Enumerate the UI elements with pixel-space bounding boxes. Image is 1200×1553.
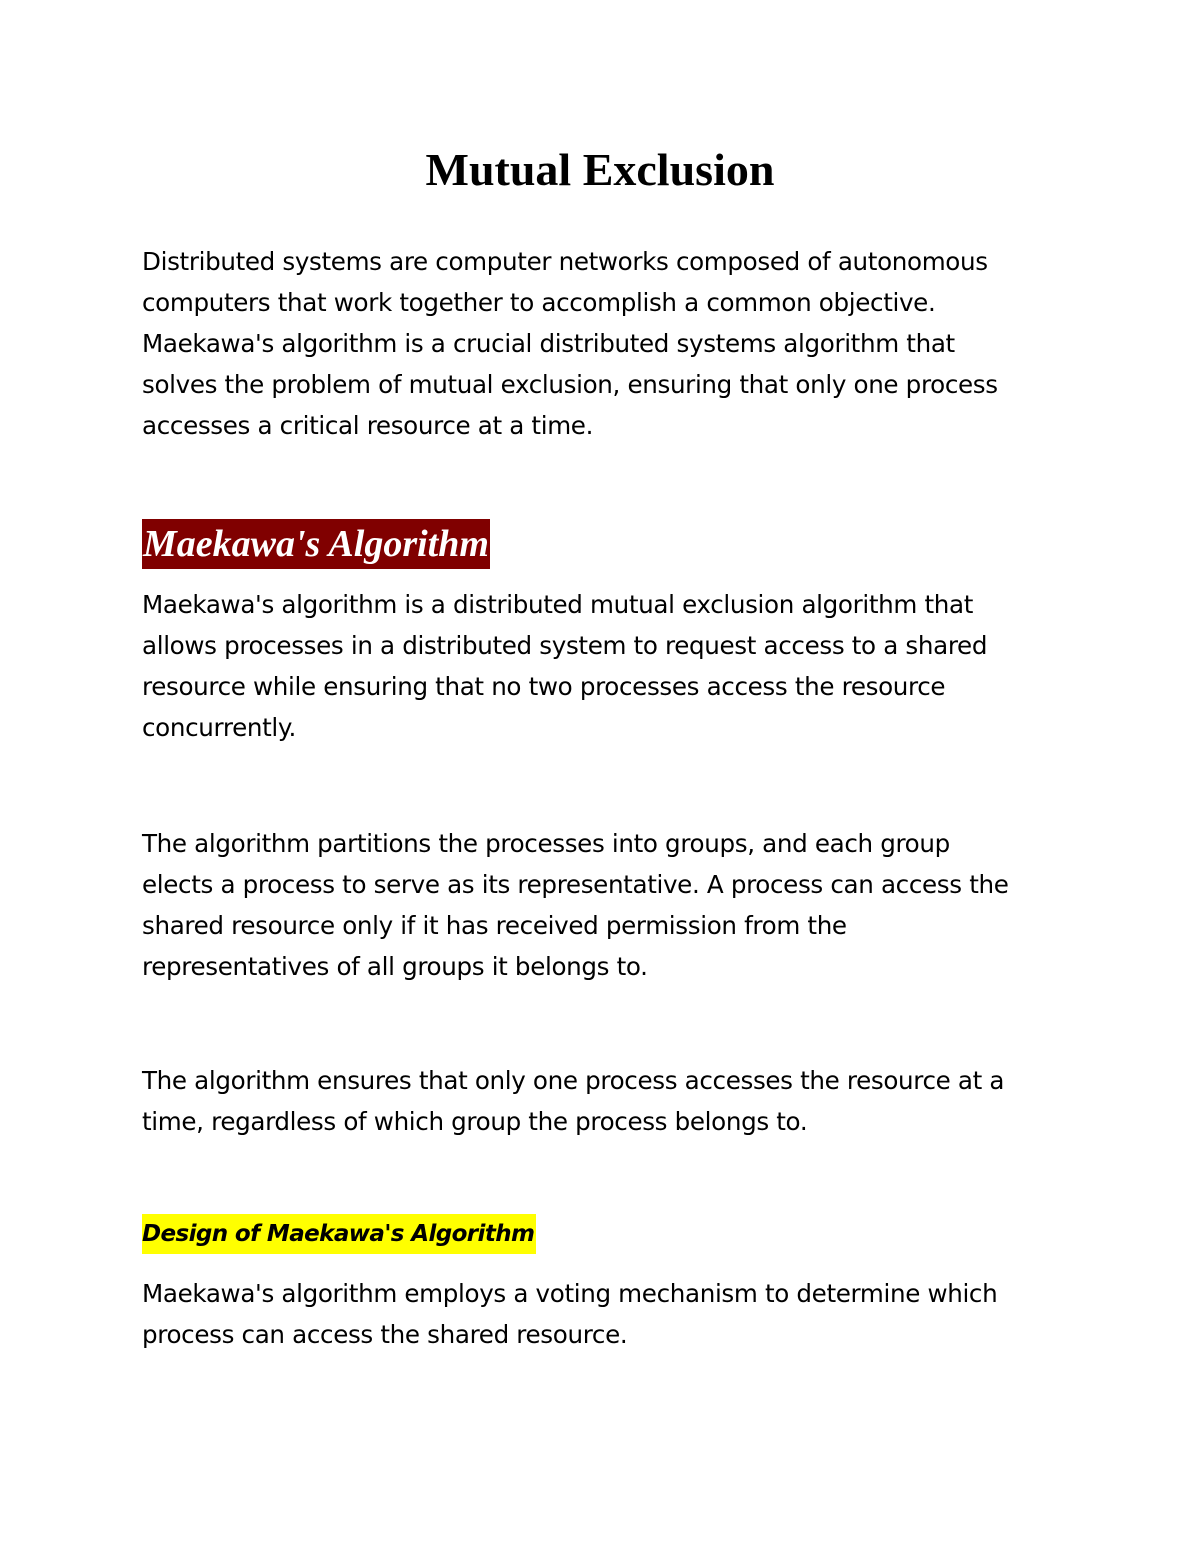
paragraph-line: allows processes in a distributed system to request access to a shared [142, 631, 988, 660]
page-title: Mutual Exclusion [425, 144, 775, 195]
paragraph-line: shared resource only if it has received permission from the [142, 911, 847, 940]
subsection-heading-design: Design of Maekawa's Algorithm [142, 1214, 536, 1254]
paragraph-line: elects a process to serve as its representative. A process can access the [142, 870, 1009, 899]
intro-line: Distributed systems are computer networks composed of autonomous [142, 247, 988, 276]
paragraph-line: resource while ensuring that no two processes access the resource [142, 672, 946, 701]
intro-line: Maekawa's algorithm is a crucial distributed systems algorithm that [142, 329, 955, 358]
paragraph-line: concurrently. [142, 713, 297, 742]
paragraph-line: Maekawa's algorithm is a distributed mutual exclusion algorithm that [142, 590, 974, 619]
intro-line: solves the problem of mutual exclusion, ensuring that only one process [142, 370, 998, 399]
intro-line: accesses a critical resource at a time. [142, 411, 594, 440]
paragraph-line: Maekawa's algorithm employs a voting mechanism to determine which [142, 1279, 998, 1308]
paragraph-line: representatives of all groups it belongs to. [142, 952, 648, 981]
intro-paragraph [142, 241, 1072, 446]
paragraph-line: process can access the shared resource. [142, 1320, 628, 1349]
section-heading-maekawa: Maekawa's Algorithm [142, 519, 490, 569]
paragraph-line: The algorithm ensures that only one process accesses the resource at a [142, 1066, 1005, 1095]
intro-line: computers that work together to accomplish a common objective. [142, 288, 936, 317]
paragraph-line: time, regardless of which group the process belongs to. [142, 1107, 808, 1136]
section-paragraph-1 [142, 584, 1072, 748]
section-paragraph-3 [142, 1060, 1072, 1142]
subsection-paragraph [142, 1273, 1072, 1355]
section-paragraph-2 [142, 823, 1072, 987]
paragraph-line: The algorithm partitions the processes into groups, and each group [142, 829, 950, 858]
